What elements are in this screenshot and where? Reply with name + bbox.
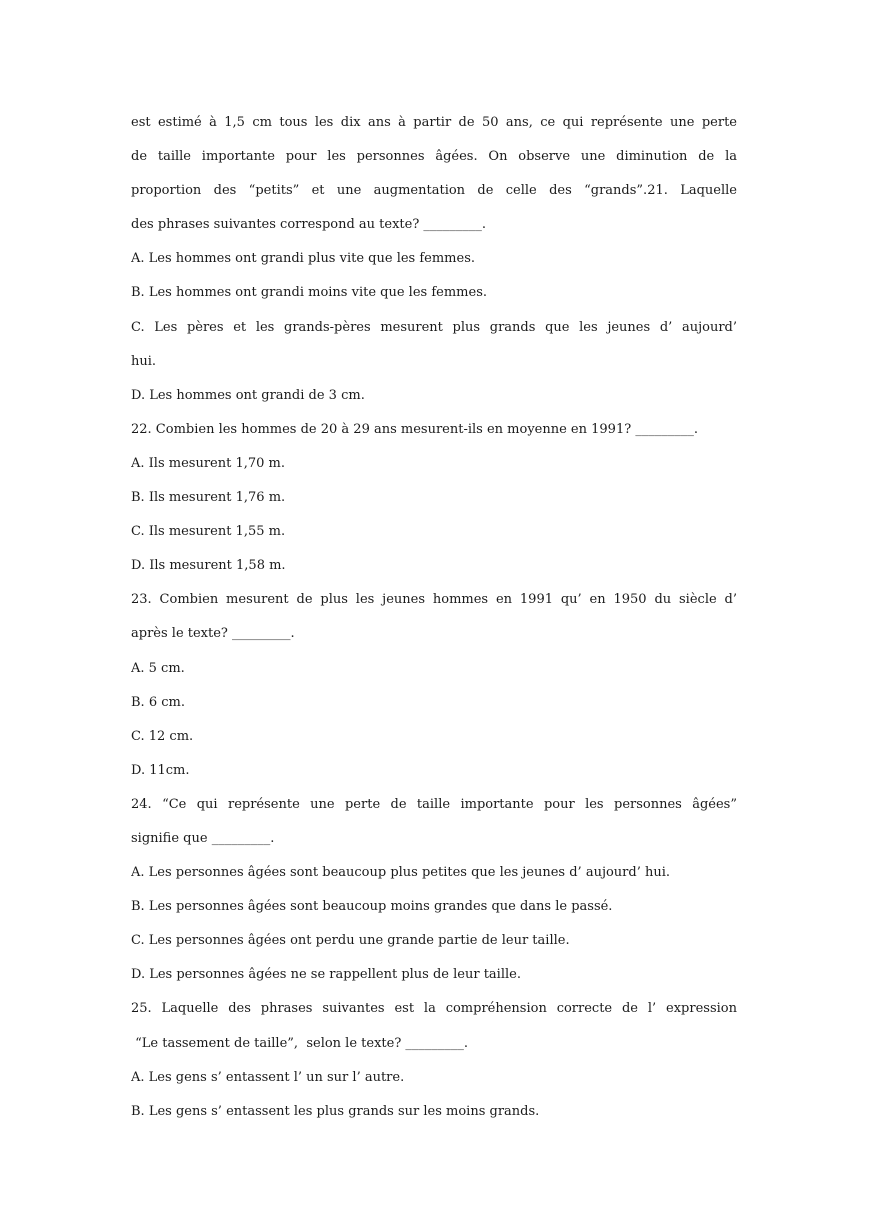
q22-option-c: C. Ils mesurent 1,55 m.	[131, 524, 286, 540]
q21-option-d: D. Les hommes ont grandi de 3 cm.	[131, 387, 365, 403]
q24-option-a: A. Les personnes âgées sont beaucoup plus petites que les jeunes d’ aujourd’ hui.	[131, 865, 671, 881]
passage-line-4: des phrases suivantes correspond au texte? _________.	[131, 217, 487, 233]
q24-question-line-2: signifie que _________.	[131, 830, 275, 846]
q21-option-a: A. Les hommes ont grandi plus vite que les femmes.	[131, 251, 475, 267]
q21-option-b: B. Les hommes ont grandi moins vite que les femmes.	[131, 285, 487, 301]
q22-option-b: B. Ils mesurent 1,76 m.	[131, 490, 286, 506]
passage-line-3: proportion des “petits” et une augmentation de celle des “grands”.21. Laquelle	[131, 183, 737, 199]
q23-option-a: A. 5 cm.	[131, 660, 185, 676]
passage-line-1: est estimé à 1,5 cm tous les dix ans à partir de 50 ans, ce qui représente une perte	[131, 115, 737, 130]
q23-option-d: D. 11cm.	[131, 762, 190, 778]
q23-question-line-2: après le texte? _________.	[131, 626, 295, 642]
q24-question-line-1: 24. “Ce qui représente une perte de taille importante pour les personnes âgées”	[131, 796, 737, 812]
q23-option-c: C. 12 cm.	[131, 728, 194, 744]
q21-option-c-line-1: C. Les pères et les grands-pères mesurent plus grands que les jeunes d’ aujourd’	[131, 319, 737, 335]
q25-question-line-1: 25. Laquelle des phrases suivantes est la compréhension correcte de l’ expression	[131, 1001, 737, 1017]
q24-option-d: D. Les personnes âgées ne se rappellent plus de leur taille.	[131, 967, 521, 983]
q25-question-line-2: “Le tassement de taille”, selon le texte? _________.	[131, 1035, 469, 1051]
q22-option-d: D. Ils mesurent 1,58 m.	[131, 558, 286, 574]
q22-question: 22. Combien les hommes de 20 à 29 ans mesurent-ils en moyenne en 1991? _________.	[131, 421, 698, 437]
q25-option-b: B. Les gens s’ entassent les plus grands sur les moins grands.	[131, 1103, 540, 1119]
q23-option-b: B. 6 cm.	[131, 694, 185, 710]
q21-option-c-line-2: hui.	[131, 353, 157, 369]
q24-option-b: B. Les personnes âgées sont beaucoup moins grandes que dans le passé.	[131, 899, 613, 915]
document-body	[131, 106, 737, 1129]
q24-option-c: C. Les personnes âgées ont perdu une grande partie de leur taille.	[131, 933, 570, 949]
q25-option-a: A. Les gens s’ entassent l’ un sur l’ autre.	[131, 1069, 405, 1085]
q23-question-line-1: 23. Combien mesurent de plus les jeunes hommes en 1991 qu’ en 1950 du siècle d’	[131, 592, 737, 608]
q22-option-a: A. Ils mesurent 1,70 m.	[131, 455, 285, 471]
passage-line-2: de taille importante pour les personnes âgées. On observe une diminution de la	[131, 149, 737, 165]
